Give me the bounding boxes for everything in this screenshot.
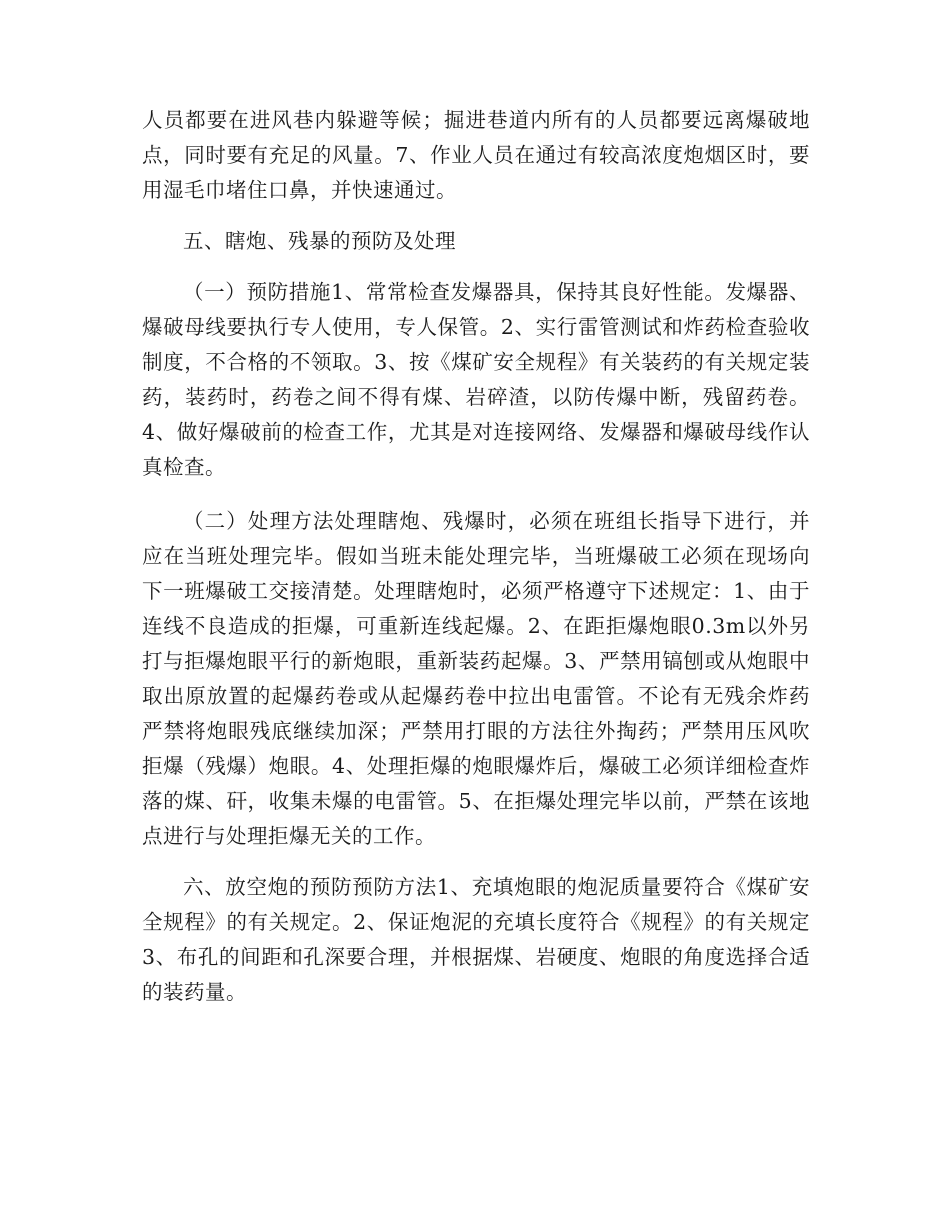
section-heading-five: 五、瞎炮、残暴的预防及处理 [183,229,456,253]
paragraph-handling-methods: （二）处理方法处理瞎炮、残爆时，必须在班组长指导下进行，并应在当班处理完毕。假如当班未能处理完毕，当班爆破工必须在现场向下一班爆破工交接清楚。处理瞎炮时，必须严格遵守下述规定：1、由于连线不良造成的拒爆，可重新连线起爆。2、在距拒爆炮眼0.3m以外另打与拒爆炮眼平行的新炮眼，重新装药起爆。3、严禁用镐刨或从炮眼中取出原放置的起爆药卷或从起爆药卷中拉出电雷管。不论有无残余炸药严禁将炮眼残底继续加深；严禁用打眼的方法往外掏药；严禁用压风吹拒爆（残爆）炮眼。4、处理拒爆的炮眼爆炸后，爆破工必须详细检查炸落的煤、矸，收集未爆的电雷管。5、在拒爆处理完毕以前，严禁在该地点进行与处理拒爆无关的工作。 [142,509,810,848]
paragraph-section-six: 六、放空炮的预防预防方法1、充填炮眼的炮泥质量要符合《煤矿安全规程》的有关规定。2、保证炮泥的充填长度符合《规程》的有关规定3、布孔的间距和孔深要合理，并根据煤、岩硬度、炮眼的角度选择合适的装药量。 [142,875,810,1004]
paragraph-prevention-measures: （一）预防措施1、常常检查发爆器具，保持其良好性能。发爆器、爆破母线要执行专人使用，专人保管。2、实行雷管测试和炸药检查验收制度，不合格的不领取。3、按《煤矿安全规程》有关装药的有关规定装药，装药时，药卷之间不得有煤、岩碎渣，以防传爆中断，残留药卷。4、做好爆破前的检查工作，尤其是对连接网络、发爆器和爆破母线作认真检查。 [142,280,810,479]
paragraph-continuation: 人员都要在进风巷内躲避等候；掘进巷道内所有的人员都要远离爆破地点，同时要有充足的风量。7、作业人员在通过有较高浓度炮烟区时，要用湿毛巾堵住口鼻，并快速通过。 [142,108,810,202]
document-body [142,103,810,1010]
